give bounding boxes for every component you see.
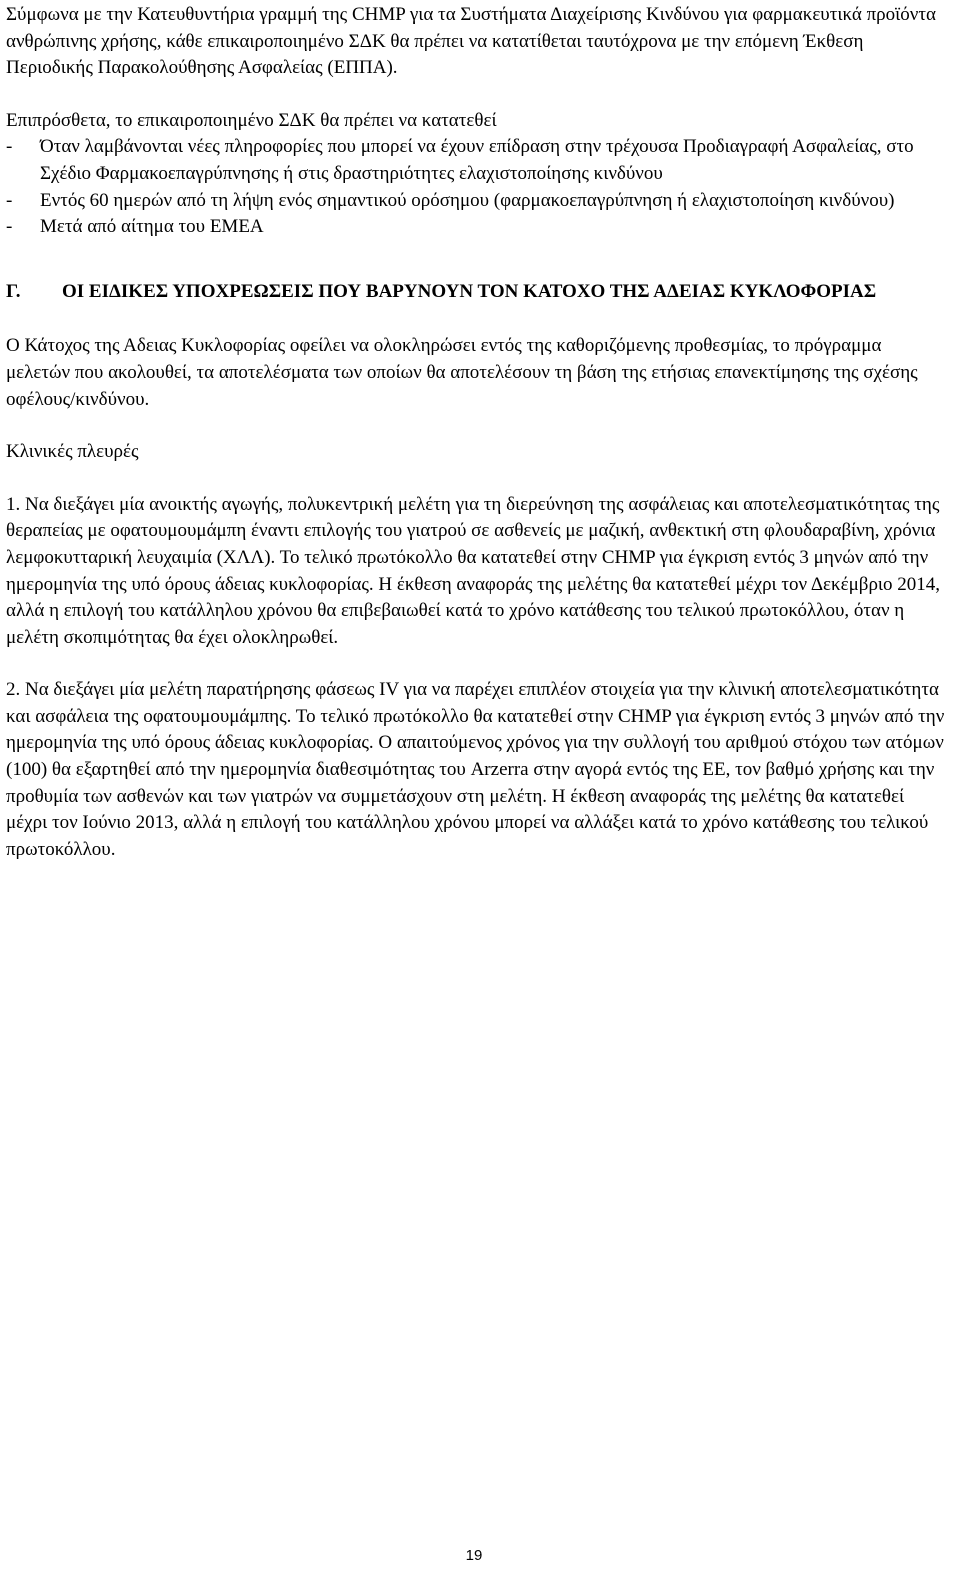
bullet-dash: -	[6, 189, 13, 211]
additional-lead-paragraph: Επιπρόσθετα, το επικαιροποιημένο ΣΔΚ θα πρέπει να κατατεθεί	[6, 109, 497, 131]
bullet-text: Μετά από αίτημα του ΕΜΕΑ	[40, 216, 264, 238]
document-page	[6, 2, 948, 863]
section-number: Γ.	[6, 280, 21, 302]
bullet-text: Όταν λαμβάνονται νέες πληροφορίες που μπορεί να έχουν επίδραση στην τρέχουσα Προδιαγραφή Ασφαλείας, στο Σχέδιο Φαρμακοεπαγρύπνησης ή στις δραστηριότητες ελαχιστοποίησης κινδύνου	[40, 136, 914, 184]
obligation-paragraph: 1. Να διεξάγει μία ανοικτής αγωγής, πολυκεντρική μελέτη για τη διερεύνηση της ασφάλειας και αποτελεσματικότητας της θεραπείας με οφατουμουμάμπη έναντι επιλογής του γιατρού σε ασθενείς με μαζική, ανθεκτική στη φλουδαραβίνη, χρόνια λεμφοκυτταρική λευχαιμία (ΧΛΛ). Το τελικό πρωτόκολλο θα κατατεθεί στην CHMP για έγκριση εντός 3 μηνών από την ημερομηνία της υπό όρους άδειας κυκλοφορίας. Η έκθεση αναφοράς της μελέτης θα κατατεθεί μέχρι τον Δεκέμβριο 2014, αλλά η επιλογή του κατάλληλου χρόνου θα επιβεβαιωθεί κατά το χρόνο κατάθεσης του τελικού πρωτοκόλλου, όταν η μελέτη σκοπιμότητας θα έχει ολοκληρωθεί.	[6, 493, 941, 648]
obligation-paragraph: 2. Να διεξάγει μία μελέτη παρατήρησης φάσεως IV για να παρέχει επιπλέον στοιχεία για την κλινική αποτελεσματικότητα και ασφάλεια της οφατουμουμάμπης. Το τελικό πρωτόκολλο θα κατατεθεί στην CHMP για έγκριση εντός 3 μηνών από την ημερομηνία της υπό όρους άδειας κυκλοφορίας. Ο απαιτούμενος χρόνος για την συλλογή του αριθμού στόχου των ατόμων (100) θα εξαρτηθεί από την ημερομηνία διαθεσιμότητας του Arzerra στην αγορά εντός της ΕΕ, τον βαθμό χρήσης και την προθυμία των ασθενών και των γιατρών να συμμετάσχουν στη μελέτη. Η έκθεση αναφοράς της μελέτης θα κατατεθεί μέχρι τον Ιούνιο 2013, αλλά η επιλογή του κατάλληλου χρόνου μπορεί να αλλάξει κατά το χρόνο κατάθεσης του τελικού πρωτοκόλλου.	[6, 679, 945, 860]
bullet-item	[6, 134, 948, 187]
section-title: ΟΙ ΕΙΔΙΚΕΣ ΥΠΟΧΡΕΩΣΕΙΣ ΠΟΥ ΒΑΡΥΝΟΥΝ ΤΟΝ ΚΑΤΟΧΟ ΤΗΣ ΑΔΕΙΑΣ ΚΥΚΛΟΦΟΡΙΑΣ	[62, 280, 877, 302]
page-number: 19	[465, 1547, 483, 1564]
bullet-dash: -	[6, 136, 13, 158]
bullet-item	[6, 188, 948, 215]
section-heading	[6, 279, 948, 306]
bullet-dash: -	[6, 216, 13, 238]
section-intro-paragraph: Ο Κάτοχος της Αδειας Κυκλοφορίας οφείλει να ολοκληρώσει εντός της καθοριζόμενης προθεσμίας, το πρόγραμμα μελετών που ακολουθεί, τα αποτελέσματα των οποίων θα αποτελέσουν τη βάση της ετήσιας επανεκτίμησης της σχέσης οφέλους/κινδύνου.	[6, 335, 918, 410]
bullet-text: Εντός 60 ημερών από τη λήψη ενός σημαντικού ορόσημου (φαρμακοεπαγρύπνηση ή ελαχιστοποίηση κινδύνου)	[40, 189, 895, 211]
clinical-aspects-subheading: Κλινικές πλευρές	[6, 441, 139, 463]
bullet-item	[6, 214, 948, 241]
intro-paragraph: Σύμφωνα με την Κατευθυντήρια γραμμή της CHMP για τα Συστήματα Διαχείρισης Κινδύνου για φαρμακευτικά προϊόντα ανθρώπινης χρήσης, κάθε επικαιροποιημένο ΣΔΚ θα πρέπει να κατατίθεται ταυτόχρονα με την επόμενη Έκθεση Περιοδικής Παρακολούθησης Ασφαλείας (ΕΠΠΑ).	[6, 4, 936, 79]
additional-bullet-list	[6, 134, 948, 240]
